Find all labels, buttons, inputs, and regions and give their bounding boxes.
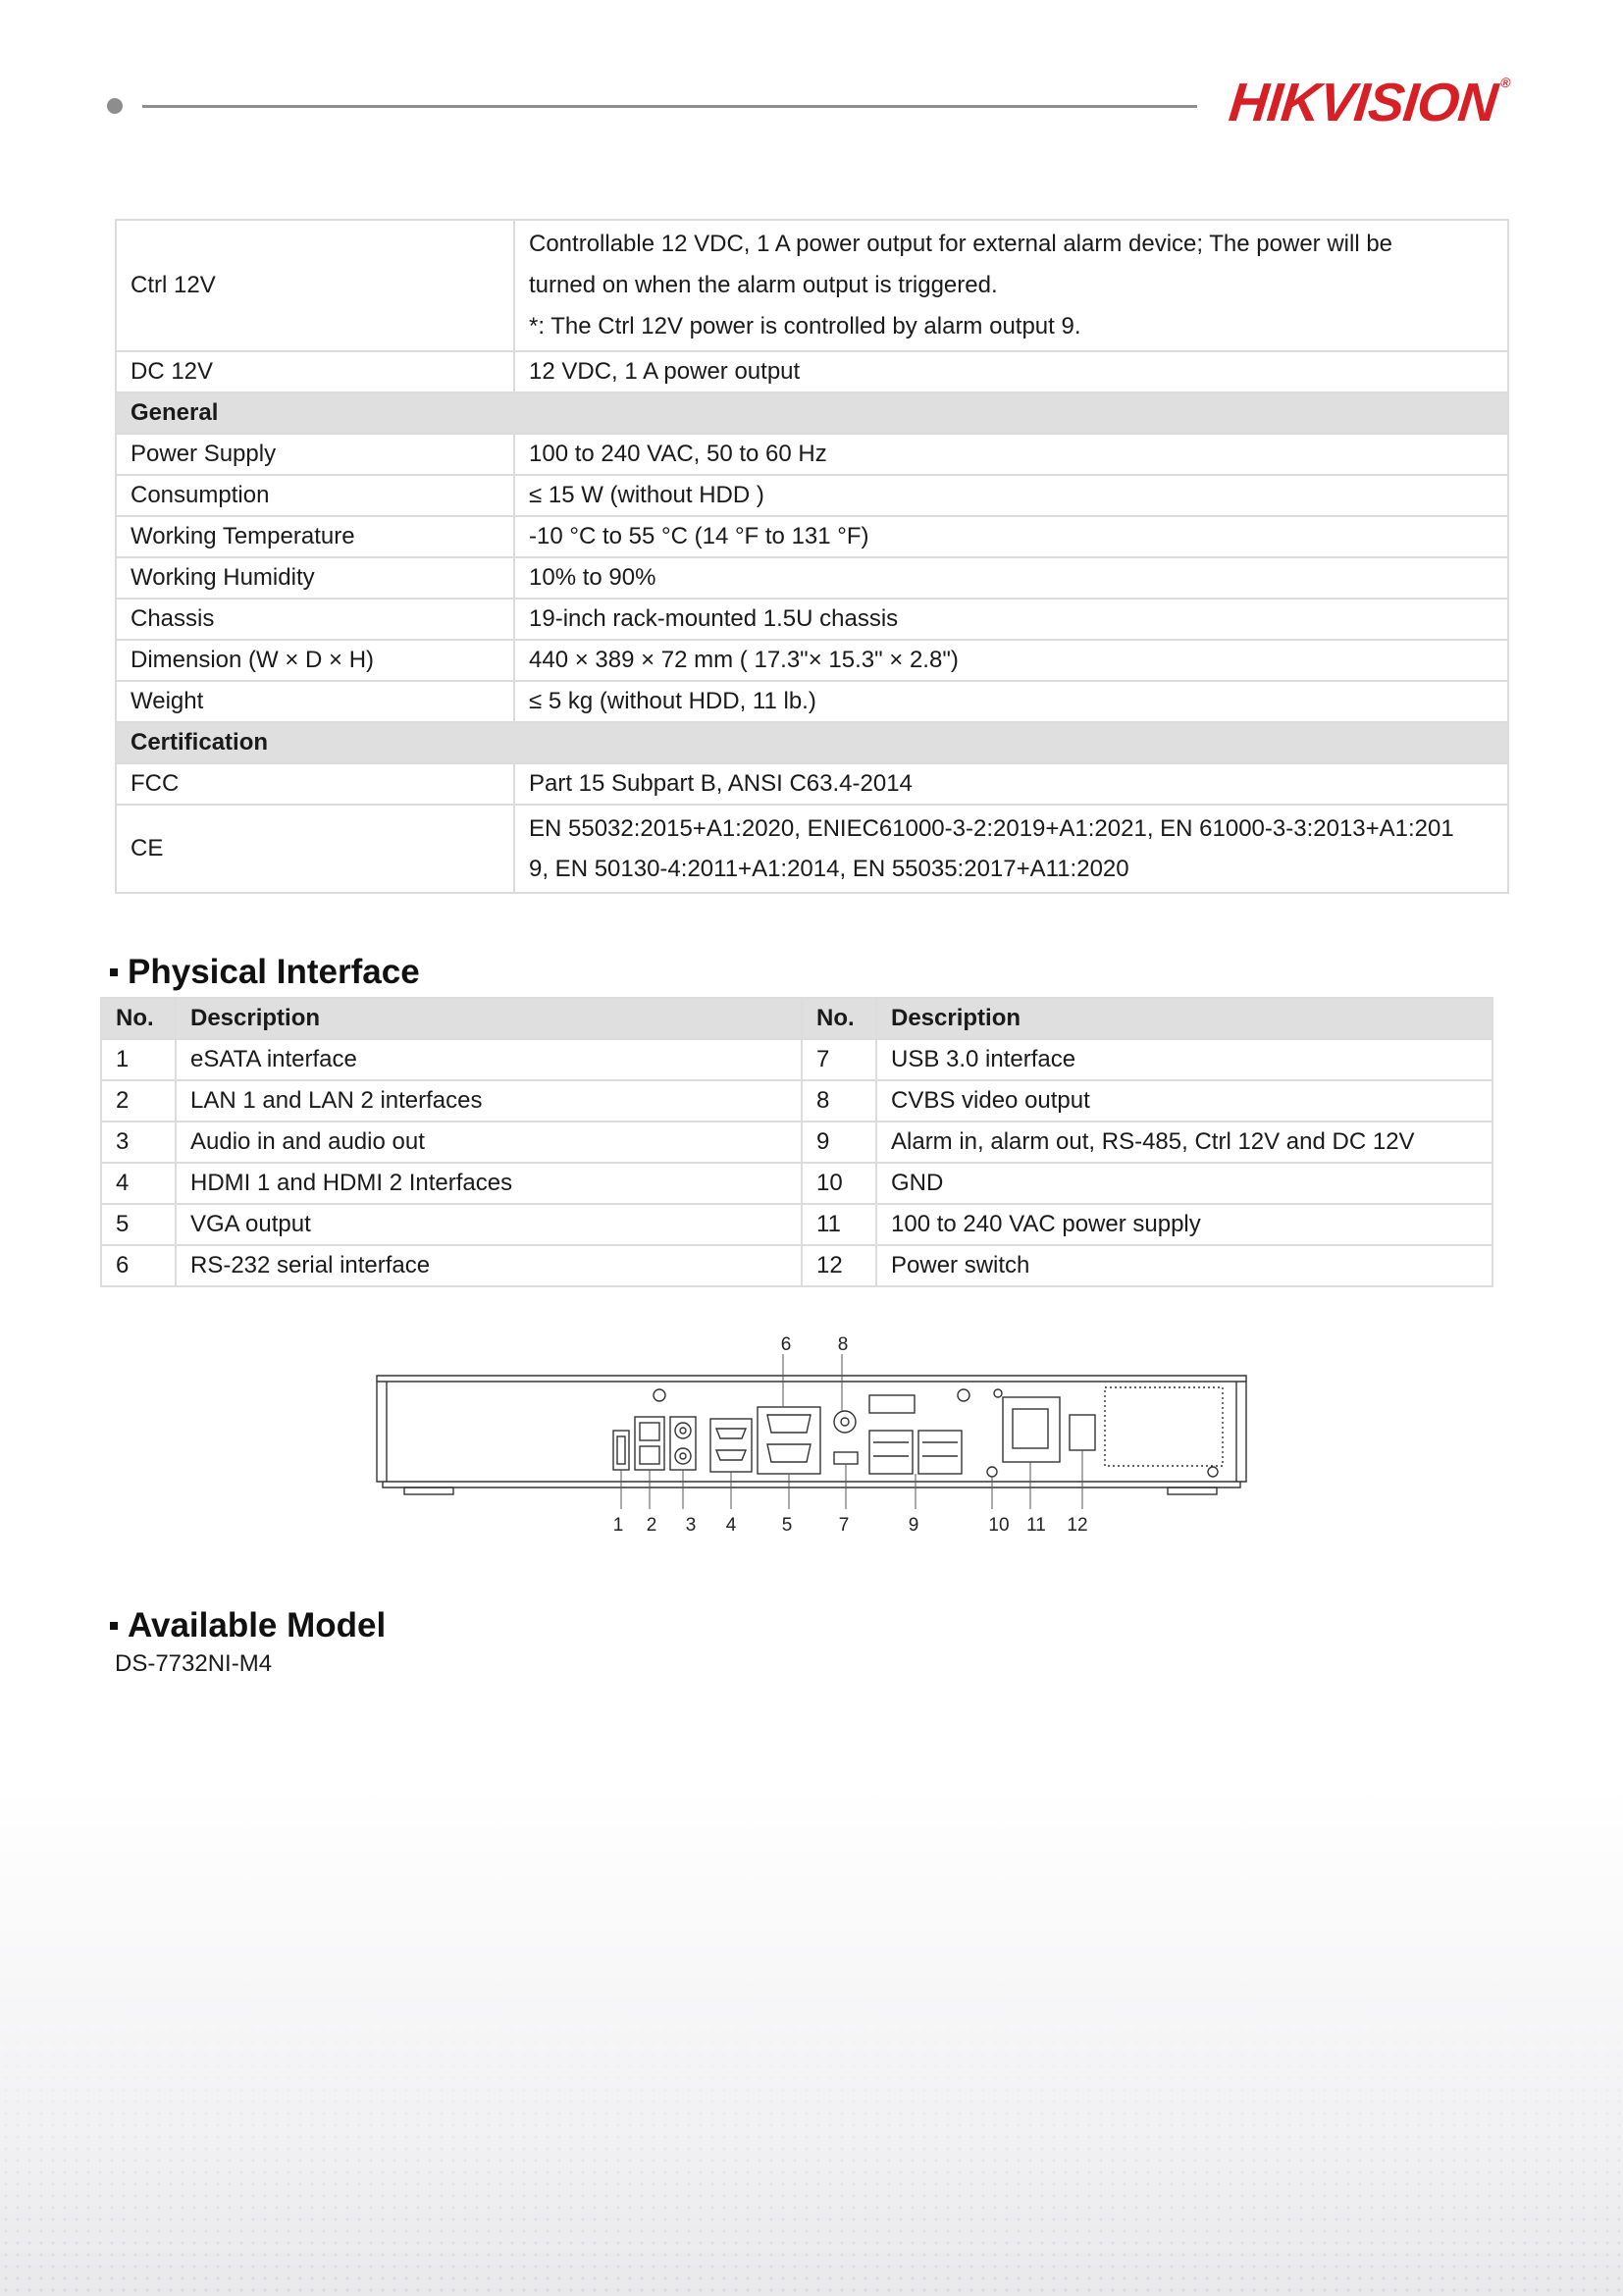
interface-description: USB 3.0 interface (876, 1039, 1492, 1080)
spec-row (116, 220, 1508, 351)
callout-3: 3 (685, 1515, 697, 1536)
interface-description: CVBS video output (876, 1080, 1492, 1122)
interface-no: 4 (101, 1163, 176, 1204)
physical-interface-title: Physical Interface (128, 953, 420, 991)
registered-mark: ® (1499, 75, 1511, 90)
spec-key: Weight (116, 681, 514, 722)
interface-no: 10 (802, 1163, 876, 1204)
callout-5: 5 (781, 1515, 793, 1536)
spec-row (116, 681, 1508, 722)
table-row (101, 1039, 1492, 1080)
spec-value-line: EN 55032:2015+A1:2020, ENIEC61000-3-2:2019+A1:2021, EN 61000-3-3:2013+A1:201 (529, 815, 1454, 842)
table-header-row (101, 998, 1492, 1039)
table-row (101, 1122, 1492, 1163)
spec-section-row (116, 392, 1508, 434)
spec-row (116, 599, 1508, 640)
spec-key: DC 12V (116, 351, 514, 392)
interface-description: RS-232 serial interface (176, 1245, 802, 1286)
spec-row (116, 475, 1508, 516)
spec-section-row (116, 722, 1508, 763)
spec-key: Dimension (W × D × H) (116, 640, 514, 681)
spec-key: Working Humidity (116, 557, 514, 599)
rear-panel-diagram (363, 1334, 1266, 1570)
spec-value-line: 100 to 240 VAC, 50 to 60 Hz (529, 441, 827, 467)
callout-12: 12 (1067, 1515, 1088, 1536)
spec-key: Working Temperature (116, 516, 514, 557)
spec-key: FCC (116, 763, 514, 805)
spec-section-title: General (116, 392, 1508, 434)
column-header-no: No. (101, 998, 176, 1039)
spec-key: CE (116, 805, 514, 893)
interface-description: Audio in and audio out (176, 1122, 802, 1163)
interface-description: HDMI 1 and HDMI 2 Interfaces (176, 1163, 802, 1204)
interface-no: 2 (101, 1080, 176, 1122)
spec-row (116, 351, 1508, 392)
spec-row (116, 516, 1508, 557)
interface-description: GND (876, 1163, 1492, 1204)
spec-value-line: turned on when the alarm output is triggered. (529, 272, 998, 298)
spec-value-line: Part 15 Subpart B, ANSI C63.4-2014 (529, 770, 913, 797)
model-number: DS-7732NI-M4 (115, 1650, 273, 1677)
header-dot (107, 98, 123, 114)
interface-description: LAN 1 and LAN 2 interfaces (176, 1080, 802, 1122)
spec-table (115, 219, 1509, 894)
interface-description: 100 to 240 VAC power supply (876, 1204, 1492, 1245)
callout-8: 8 (837, 1334, 849, 1355)
interface-no: 5 (101, 1204, 176, 1245)
interface-no: 9 (802, 1122, 876, 1163)
spec-value-line: ≤ 5 kg (without HDD, 11 lb.) (529, 688, 816, 714)
spec-key: Power Supply (116, 434, 514, 475)
interface-description: VGA output (176, 1204, 802, 1245)
spec-value (514, 805, 1508, 893)
spec-value-line: 12 VDC, 1 A power output (529, 358, 801, 385)
callout-9: 9 (908, 1515, 919, 1536)
callout-7: 7 (838, 1515, 850, 1536)
table-row (101, 1080, 1492, 1122)
interface-no: 1 (101, 1039, 176, 1080)
interface-no: 7 (802, 1039, 876, 1080)
table-row (101, 1245, 1492, 1286)
callout-6: 6 (780, 1334, 792, 1355)
interface-description: Alarm in, alarm out, RS-485, Ctrl 12V and DC 12V (876, 1122, 1492, 1163)
interface-no: 11 (802, 1204, 876, 1245)
spec-section-title: Certification (116, 722, 1508, 763)
column-header-no-2: No. (802, 998, 876, 1039)
column-header-description: Description (176, 998, 802, 1039)
available-model-heading (110, 1601, 386, 1650)
spec-key: Consumption (116, 475, 514, 516)
callout-11: 11 (1026, 1515, 1046, 1536)
spec-value-line: -10 °C to 55 °C (14 °F to 131 °F) (529, 523, 869, 549)
spec-row (116, 557, 1508, 599)
spec-value (514, 557, 1508, 599)
interface-description: eSATA interface (176, 1039, 802, 1080)
logo-text: HIKVISION (1226, 72, 1500, 132)
spec-value (514, 434, 1508, 475)
physical-interface-body (101, 1039, 1492, 1286)
bullet-square-icon (110, 1622, 118, 1630)
table-row (101, 1204, 1492, 1245)
spec-value (514, 763, 1508, 805)
interface-no: 3 (101, 1122, 176, 1163)
spec-key: Chassis (116, 599, 514, 640)
interface-no: 12 (802, 1245, 876, 1286)
spec-value (514, 351, 1508, 392)
table-row (101, 1163, 1492, 1204)
spec-value (514, 640, 1508, 681)
spec-key: Ctrl 12V (116, 220, 514, 351)
interface-no: 6 (101, 1245, 176, 1286)
spec-row (116, 640, 1508, 681)
callout-2: 2 (646, 1515, 657, 1536)
spec-row (116, 434, 1508, 475)
physical-interface-heading (110, 948, 420, 997)
spec-value-line: 440 × 389 × 72 mm ( 17.3"× 15.3" × 2.8") (529, 647, 959, 673)
spec-value-line: 19-inch rack-mounted 1.5U chassis (529, 605, 899, 632)
interface-description: Power switch (876, 1245, 1492, 1286)
page-background-dots (0, 2002, 1623, 2296)
spec-row (116, 805, 1508, 893)
spec-value (514, 599, 1508, 640)
spec-table-body (116, 220, 1508, 893)
spec-value-line: 10% to 90% (529, 564, 656, 591)
spec-row (116, 763, 1508, 805)
interface-no: 8 (802, 1080, 876, 1122)
hikvision-logo (1227, 73, 1546, 131)
spec-value-line: ≤ 15 W (without HDD ) (529, 482, 764, 508)
callout-1: 1 (612, 1515, 624, 1536)
spec-value-line: 9, EN 50130-4:2011+A1:2014, EN 55035:2017+A11:2020 (529, 856, 1129, 882)
spec-value (514, 475, 1508, 516)
header-rule (142, 105, 1197, 108)
column-header-description-2: Description (876, 998, 1492, 1039)
spec-value (514, 220, 1508, 351)
spec-value (514, 516, 1508, 557)
callout-4: 4 (725, 1515, 737, 1536)
bullet-square-icon (110, 968, 118, 976)
callout-10: 10 (988, 1515, 1010, 1536)
available-model-title: Available Model (128, 1606, 387, 1644)
spec-value-line: *: The Ctrl 12V power is controlled by alarm output 9. (529, 313, 1081, 339)
spec-value (514, 681, 1508, 722)
physical-interface-table (100, 997, 1493, 1287)
spec-value-line: Controllable 12 VDC, 1 A power output for external alarm device; The power will be (529, 231, 1393, 257)
